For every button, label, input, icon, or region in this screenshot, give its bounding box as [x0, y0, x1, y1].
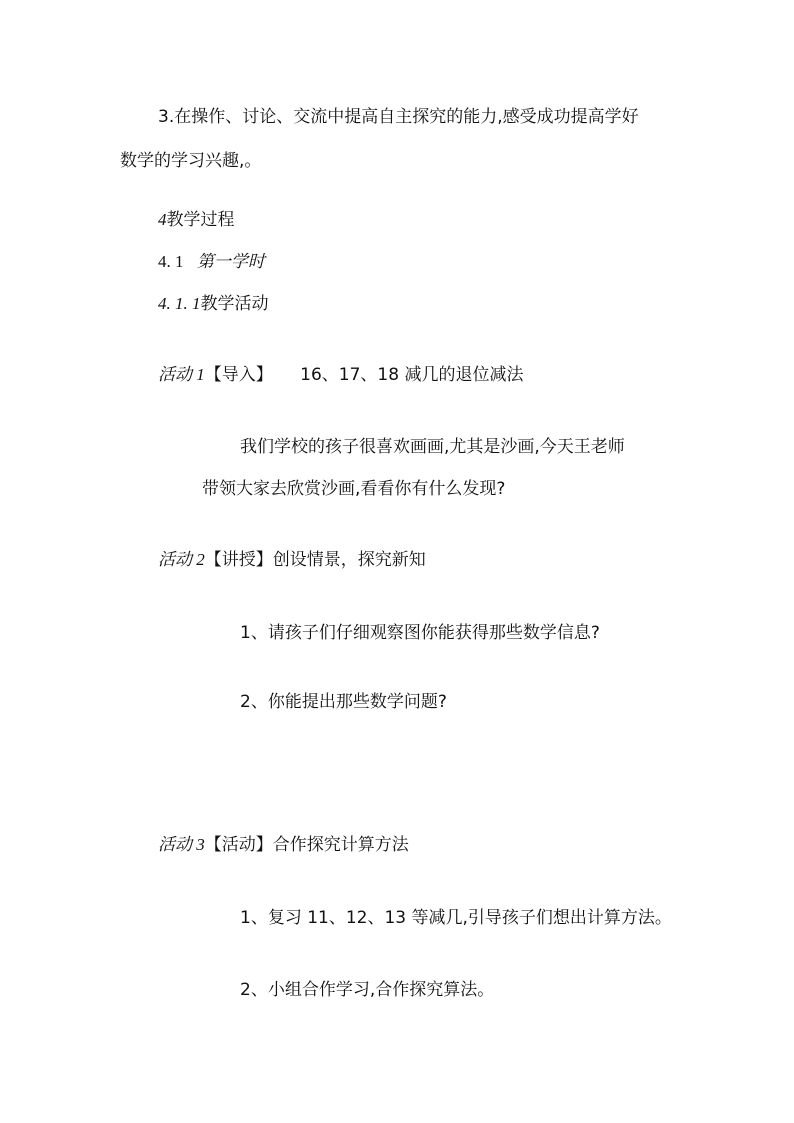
objective-3-line-1: 3.在操作、讨论、交流中提高自主探究的能力,感受成功提高学好: [158, 107, 639, 127]
activity-3-item-2: 2、小组合作学习,合作探究算法。: [240, 980, 495, 1000]
subsubsection-heading: [158, 293, 269, 315]
activity-3-title: 合作探究计算方法: [272, 835, 409, 855]
subsubsection-number: 4. 1. 1: [158, 294, 201, 313]
subsection-text: 第一学时: [196, 252, 265, 271]
section-heading: [158, 209, 235, 231]
activity-2-heading: [158, 549, 426, 571]
activity-1-paragraph-line-1: 我们学校的孩子很喜欢画画,尤其是沙画,今天王老师: [240, 437, 625, 457]
activity-2-title: 创设情景，探究新知: [272, 550, 426, 570]
section-heading-number: 4: [158, 210, 167, 229]
activity-3-item-1: 1、复习 11、12、13 等减几,引导孩子们想出计算方法。: [240, 908, 672, 928]
activity-1-prefix: 活动 1: [158, 365, 205, 384]
activity-1-paragraph-line-2: 带领大家去欣赏沙画,看看你有什么发现?: [202, 479, 506, 499]
activity-2-item-2: 2、你能提出那些数学问题?: [240, 692, 447, 712]
subsubsection-text: 教学活动: [200, 294, 269, 314]
subsection-heading: [158, 251, 265, 273]
activity-3-tag: 【活动】: [204, 835, 273, 855]
subsection-number: 4. 1: [158, 252, 184, 271]
activity-3-heading: [158, 834, 409, 856]
activity-1-title: 16、17、18 减几的退位减法: [300, 365, 524, 385]
activity-2-prefix: 活动 2: [158, 550, 205, 569]
activity-2-item-1: 1、请孩子们仔细观察图你能获得那些数学信息?: [240, 623, 600, 643]
objective-3-line-2: 数学的学习兴趣,。: [120, 151, 262, 171]
section-heading-text: 教学过程: [166, 210, 235, 230]
activity-3-prefix: 活动 3: [158, 835, 205, 854]
activity-1-tag: 【导入】: [204, 365, 273, 385]
activity-2-tag: 【讲授】: [204, 550, 273, 570]
activity-1-heading: [158, 364, 523, 386]
